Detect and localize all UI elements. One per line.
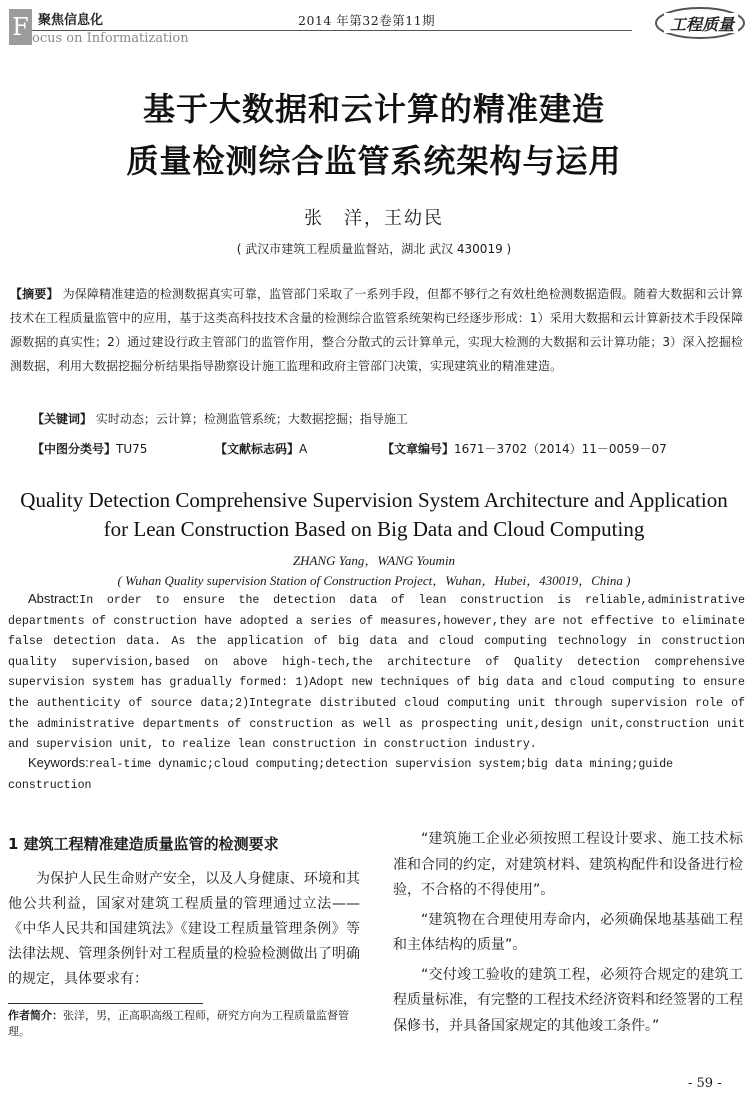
left-column <box>8 867 360 992</box>
section-1-paragraph: 为保护人民生命财产安全，以及人身健康、环境和其他公共利益，国家对建筑工程质量的管理通过立法——《中华人民共和国建筑法》《建设工程质量管理条例》等法律法规、管理条例针对工程质量的检验检测做出了明确的规定，具体要求有： <box>8 871 360 987</box>
footnote-label: 作者简介： <box>8 1009 63 1022</box>
quote-paragraph-3: “交付竣工验收的建筑工程，必须符合规定的建筑工程质量标准，有完整的工程技术经济资料和经签署的工程保修书，并具备国家规定的其他竣工条件。” <box>393 966 743 1034</box>
article-number-label: 【文章编号】 <box>382 442 455 456</box>
abstract-en-label: Abstract: <box>28 591 80 606</box>
quote-paragraph-1: “建筑施工企业必须按照工程设计要求、施工技术标准和合同的约定，对建筑材料、建筑构配件和设备进行检验，不合格的不得使用”。 <box>393 831 743 898</box>
doc-code-label: 【文献标志码】 <box>215 442 300 456</box>
doc-code-value: A <box>299 442 308 456</box>
keywords-cn-text: 实时动态；云计算；检测监管系统；大数据挖掘；指导施工 <box>95 412 408 426</box>
clc-label: 【中图分类号】 <box>32 442 117 456</box>
title-en-line-2: for Lean Construction Based on Big Data and Cloud Computing <box>103 517 645 541</box>
clc-number <box>32 440 147 457</box>
abstract-cn <box>10 282 743 378</box>
abstract-cn-label: 【摘要】 <box>10 287 59 301</box>
abstract-en-text: In order to ensure the detection data of lean construction is reliable,administrative departments of construction have adopted a series of measures,however,they are not effective to eliminate false detection data. As the application of big data and cloud computing technology in construction quality supervision,based on above high-tech,the architecture of Quality detection comprehensive supervision system has gradually formed: 1)Adopt new techniques of big data and cloud computing to ensure the authenticity of source data;2)Integrate distributed cloud computing unit through supervision role of the administrative departments of construction as well as prospecting unit,design unit,construction unit and supervision unit, to realize lean construction in construction industry. <box>8 594 745 752</box>
keywords-en <box>8 753 745 796</box>
affiliation-cn: ( 武汉市建筑工程质量监督站，湖北 武汉 430019 ) <box>236 242 512 256</box>
logo-text: 工程质量 <box>669 15 735 34</box>
keywords-en-text: real-time dynamic;cloud computing;detection supervision system;big data mining;guide construction <box>8 758 674 792</box>
keywords-cn <box>32 410 408 427</box>
section-title-en: ocus on Informatization <box>32 31 189 46</box>
document-code <box>215 440 307 457</box>
article-number <box>382 440 667 457</box>
journal-letter-block: F <box>9 9 32 45</box>
abstract-en <box>8 589 745 756</box>
article-number-value: 1671－3702（2014）11－0059－07 <box>454 442 667 456</box>
page-number: - 59 - <box>688 1076 722 1091</box>
section-1-heading: 1 建筑工程精准建造质量监管的检测要求 <box>8 835 279 853</box>
section-title-cn: 聚焦信息化 <box>38 13 104 28</box>
right-column <box>393 827 743 1043</box>
title-en-line-1: Quality Detection Comprehensive Supervision System Architecture and Application <box>20 488 728 512</box>
author-footnote <box>8 1008 360 1040</box>
footnote-divider <box>8 1003 203 1004</box>
title-cn-line-1: 基于大数据和云计算的精准建造 <box>142 90 605 128</box>
title-cn-line-2: 质量检测综合监管系统架构与运用 <box>126 142 622 180</box>
keywords-en-label: Keywords: <box>28 755 89 770</box>
affiliation-en: ( Wuhan Quality supervision Station of Construction Project，Wuhan，Hubei，430019，China ) <box>117 573 631 588</box>
abstract-cn-text: 为保障精准建造的检测数据真实可靠，监管部门采取了一系列手段，但都不够行之有效杜绝检测数据造假。随着大数据和云计算技术在工程质量监管中的应用，基于这类高科技技术含量的检测综合监管系统架构已经逐步形成：1）采用大数据和云计算新技术手段保障源数据的真实性；2）通过建设行政主管部门的监管作用，整合分散式的云计算单元，实现大检测的大数据和云计算功能；3）深入挖掘检测数据，利用大数据挖掘分析结果指导勘察设计施工监理和政府主管部门决策，实现建筑业的精准建造。 <box>10 287 743 373</box>
journal-logo <box>654 5 746 41</box>
keywords-cn-label: 【关键词】 <box>32 412 93 426</box>
authors-cn: 张 洋，王幼民 <box>304 208 444 229</box>
quote-paragraph-2: “建筑物在合理使用寿命内，必须确保地基基础工程和主体结构的质量”。 <box>393 911 743 953</box>
clc-value: TU75 <box>116 442 148 456</box>
footnote-text: 张洋，男，正高职高级工程师，研究方向为工程质量监督管理。 <box>8 1009 349 1038</box>
issue-info: 2014 年第32卷第11期 <box>298 13 436 28</box>
authors-en: ZHANG Yang，WANG Youmin <box>292 553 456 568</box>
